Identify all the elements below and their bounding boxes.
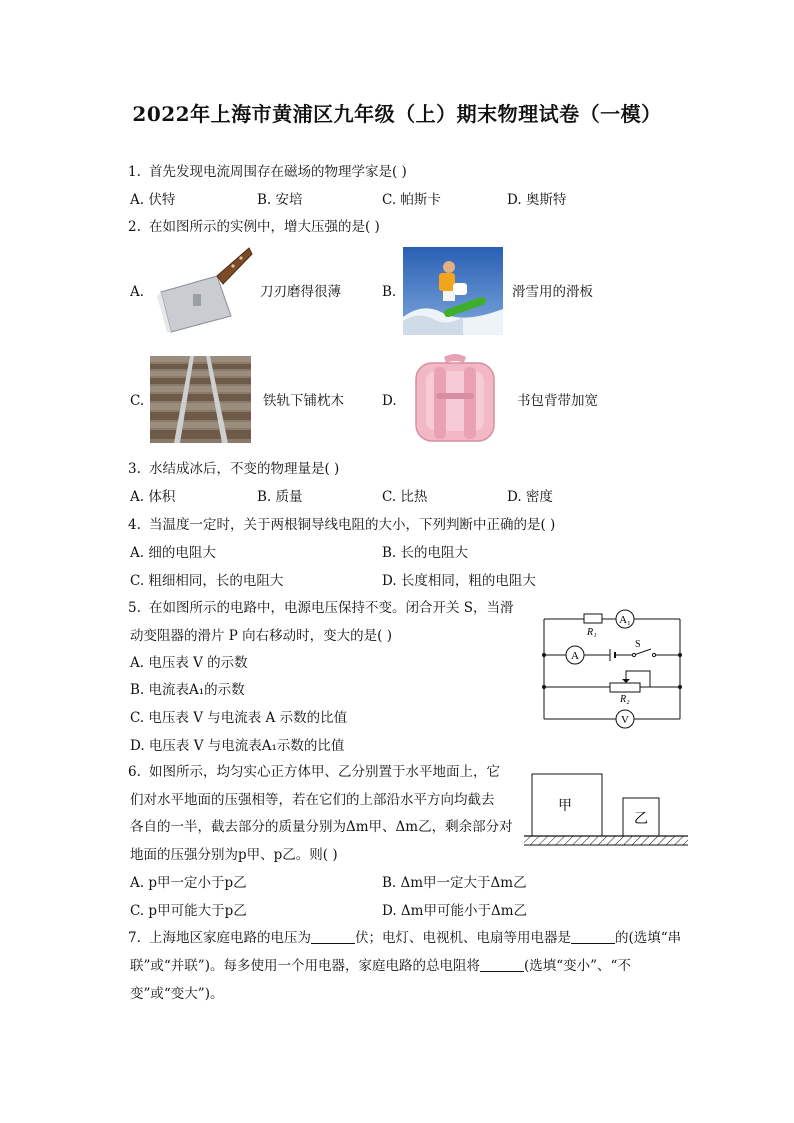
q6-line-4: 地面的压强分别为p甲、p乙。则( ) [130,847,338,863]
q2-option-d-letter[interactable]: D. [382,393,397,409]
q4-option-a[interactable]: A. 细的电阻大 [130,545,216,561]
cube-yi-label: 乙 [634,812,648,827]
q2-number: 2. [128,219,141,235]
q2-option-b-caption: 滑雪用的滑板 [512,284,593,300]
q1-number: 1. [128,164,141,180]
ammeter-a-label: A [571,650,579,662]
resistor-r1-label: R₁ [587,627,597,638]
voltmeter-label: V [621,714,629,726]
ammeter-a1-label: A₁ [619,614,631,626]
q5-option-a[interactable]: A. 电压表 V 的示数 [130,655,248,671]
q3-option-c[interactable]: C. 比热 [382,489,428,505]
q7-text-2b: (选填“变小”、“不 [523,958,631,974]
q3-option-d[interactable]: D. 密度 [507,489,553,505]
q4-number: 4. [128,517,141,533]
q3-text: 水结成冰后，不变的物理量是( ) [149,461,340,477]
q6-line-2: 们对水平地面的压强相等，若在它们的上部沿水平方向均截去 [130,792,495,808]
q2-option-d-caption: 书包背带加宽 [517,393,598,409]
q6-number: 6. [128,764,141,780]
q3-number: 3. [128,461,141,477]
q7-text-2a: 联”或“并联”)。每多使用一个用电器，家庭电路的总电阻将 [130,958,480,974]
rheostat-r2-label: R₂ [620,694,630,705]
q7-blank-voltage[interactable] [311,931,355,944]
snowboarder-icon [403,247,503,335]
q2-option-c-caption: 铁轨下铺枕木 [263,393,344,409]
q7-blank-connection[interactable] [571,931,615,944]
q6-option-c[interactable]: C. p甲可能大于p乙 [130,903,247,919]
q7-text-1a: 上海地区家庭电路的电压为 [149,930,311,946]
q2-option-c-letter[interactable]: C. [130,393,145,409]
q4-option-d[interactable]: D. 长度相同，粗的电阻大 [382,573,536,589]
q7-text-1c: 的(选填“串 [615,930,682,946]
q5-line-2: 动变阻器的滑片 P 向右移动时，变大的是( ) [130,628,392,644]
q1-option-d[interactable]: D. 奥斯特 [507,192,567,208]
q6-line-1: 如图所示，均匀实心正方体甲、乙分别置于水平地面上，它 [149,764,500,780]
q4-option-c[interactable]: C. 粗细相同，长的电阻大 [130,573,284,589]
q2-text: 在如图所示的实例中，增大压强的是( ) [149,219,380,235]
q6-line-3: 各自的一半，截去部分的质量分别为Δm甲、Δm乙，剩余部分对 [130,819,513,835]
q6-option-d[interactable]: D. Δm甲可能小于Δm乙 [382,903,528,919]
q3-option-a[interactable]: A. 体积 [130,489,176,505]
q4-option-b[interactable]: B. 长的电阻大 [382,545,469,561]
q5-option-d[interactable]: D. 电压表 V 与电流表A₁示数的比值 [130,738,345,754]
q3-option-b[interactable]: B. 质量 [257,489,303,505]
q7-blank-resistance[interactable] [480,959,524,972]
q7-line-2 [130,957,631,975]
q6-option-b[interactable]: B. Δm甲一定大于Δm乙 [382,875,527,891]
railway-track-icon [150,356,251,443]
q1-option-c[interactable]: C. 帕斯卡 [382,192,441,208]
circuit-diagram [536,605,688,731]
q1-text: 首先发现电流周围存在磁场的物理学家是( ) [149,164,407,180]
q5-line-1: 在如图所示的电路中，电源电压保持不变。闭合开关 S，当滑 [149,600,514,616]
q2-option-a-caption: 刀刃磨得很薄 [260,284,341,300]
q7-number: 7. [128,930,141,946]
q1-option-a[interactable]: A. 伏特 [130,192,176,208]
cube-jia-label: 甲 [558,799,572,814]
q5-option-c[interactable]: C. 电压表 V 与电流表 A 示数的比值 [130,710,348,726]
cubes-diagram [520,770,692,852]
q2-option-b-letter[interactable]: B. [382,284,397,300]
q7-line-3: 变”或“变大”)。 [130,986,224,1002]
q5-number: 5. [128,600,141,616]
q7-text-1b: 伏；电灯、电视机、电扇等用电器是 [355,930,571,946]
q2-option-a-letter[interactable]: A. [130,284,145,300]
q7-line-1 [149,929,681,947]
switch-s-label: S [635,639,641,650]
q4-text: 当温度一定时，关于两根铜导线电阻的大小，下列判断中正确的是( ) [149,517,556,533]
q6-option-a[interactable]: A. p甲一定小于p乙 [130,875,247,891]
q5-option-b[interactable]: B. 电流表A₁的示数 [130,682,245,698]
pink-backpack-icon [404,353,506,445]
q1-option-b[interactable]: B. 安培 [257,192,303,208]
page-title: 2022年上海市黄浦区九年级（上）期末物理试卷（一模） [132,102,662,126]
kitchen-knife-icon [153,246,253,334]
